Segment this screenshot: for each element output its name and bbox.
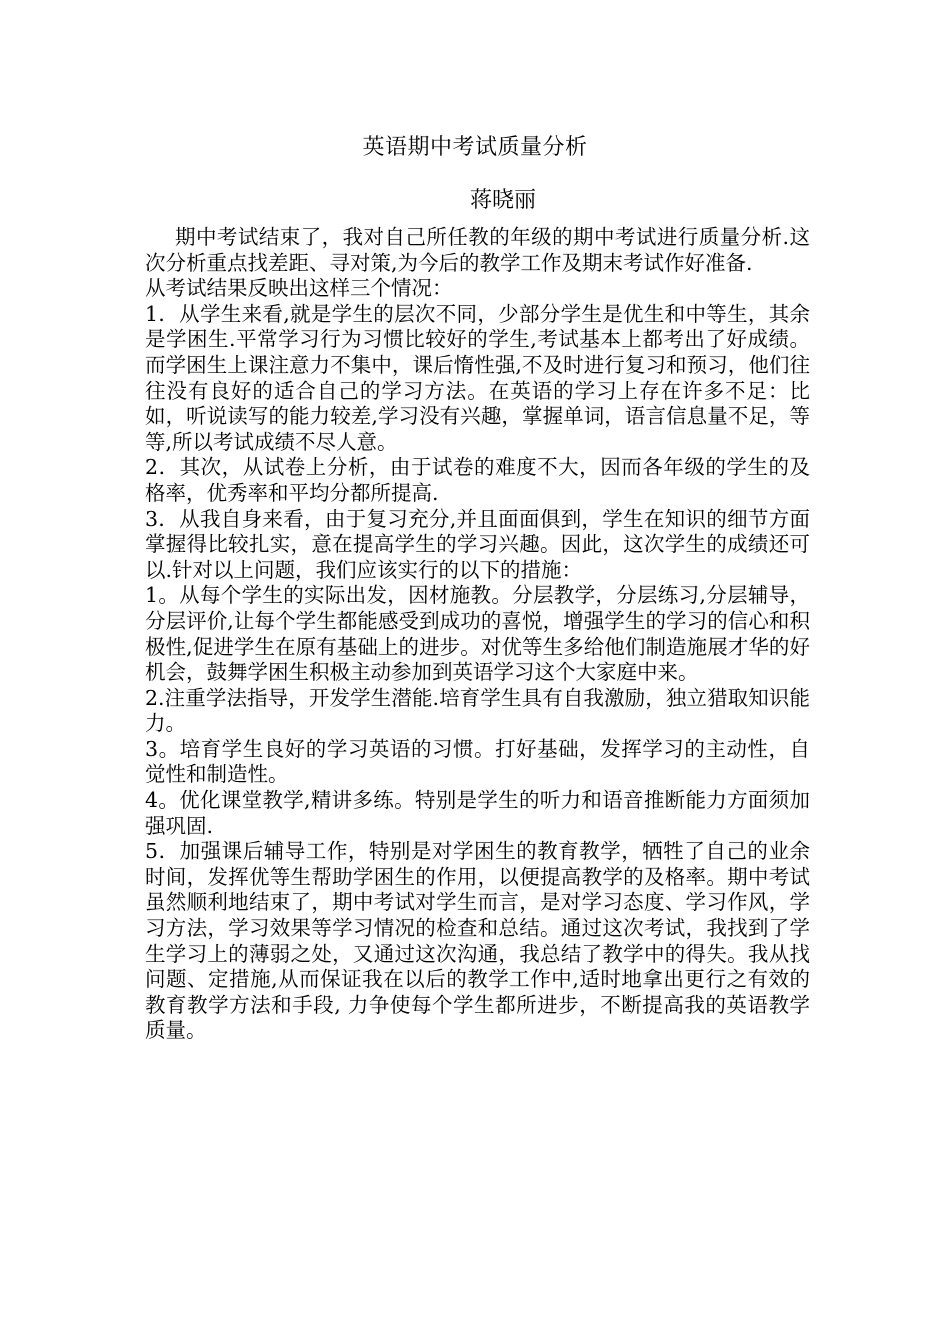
- document-author: 蒋晓丽: [470, 188, 537, 213]
- paragraph-measure-5-conclusion: 5．加强课后辅导工作，特别是对学困生的教育教学，牺牲了自己的业余时间，发挥优等生帮助学困生的作用，以便提高教学的及格率。期中考试虽然顺利地结束了，期中考试对学生而言，是对学习态度、学习作风，学习方法，学习效果等学习情况的检查和总结。通过这次考试，我找到了学生学习上的薄弱之处，又通过这次沟通，我总结了教学中的得失。我从找问题、定措施,从而保证我在以后的教学工作中,适时地拿出更行之有效的教育教学方法和手段, 力争使每个学生都所进步，不断提高我的英语教学质量。: [145, 839, 810, 1043]
- paragraph-measure-2: 2.注重学法指导，开发学生潜能.培育学生具有自我激励，独立猎取知识能力。: [145, 685, 810, 736]
- paragraph-measure-4: 4。优化课堂教学,精讲多练。特别是学生的听力和语音推断能力方面须加强巩固.: [145, 788, 810, 838]
- paragraph-situation-2: 2．其次，从试卷上分析，由于试卷的难度不大，因而各年级的学生的及格率，优秀率和平均分都所提高.: [145, 455, 810, 505]
- document-title: 英语期中考试质量分析: [362, 135, 588, 160]
- paragraph-intro: 期中考试结束了，我对自己所任教的年级的期中考试进行质量分析.这次分析重点找差距、寻对策,为今后的教学工作及期末考试作好准备.: [145, 225, 810, 275]
- paragraph-situations-heading: 从考试结果反映出这样三个情况：: [145, 276, 453, 301]
- paragraph-situation-1: 1．从学生来看,就是学生的层次不同，少部分学生是优生和中等生，其余是学困生.平常学习行为习惯比较好的学生,考试基本上都考出了好成绩。而学困生上课注意力不集中，课后惰性强,不及时进行复习和预习，他们往往没有良好的适合自己的学习方法。在英语的学习上存在许多不足：比如，听说读写的能力较差,学习没有兴趣，掌握单词，语言信息量不足，等等,所以考试成绩不尽人意。: [145, 301, 810, 454]
- document-body: [145, 225, 810, 1044]
- paragraph-situation-3: 3．从我自身来看，由于复习充分,并且面面俱到，学生在知识的细节方面掌握得比较扎实，意在提高学生的学习兴趣。因此，这次学生的成绩还可以.针对以上问题，我们应该实行的以下的措施：: [145, 506, 810, 582]
- paragraph-measure-1: 1。从每个学生的实际出发，因材施教。分层教学，分层练习,分层辅导，分层评价,让每个学生都能感受到成功的喜悦，增强学生的学习的信心和积极性,促进学生在原有基础上的进步。对优等生多给他们制造施展才华的好机会，鼓舞学困生积极主动参加到英语学习这个大家庭中来。: [145, 583, 810, 685]
- paragraph-measure-3: 3。培育学生良好的学习英语的习惯。打好基础，发挥学习的主动性，自觉性和制造性。: [145, 736, 810, 787]
